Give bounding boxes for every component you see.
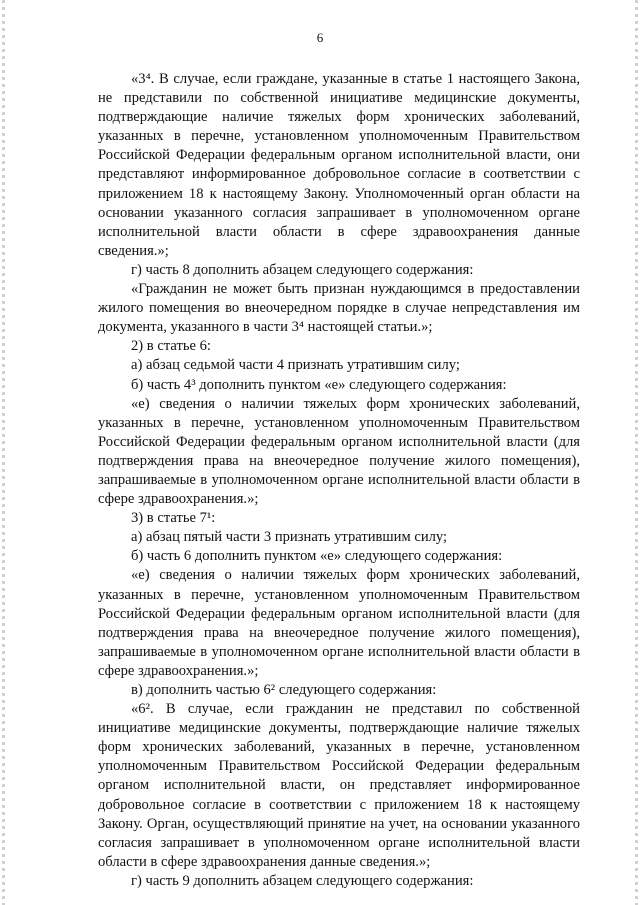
paragraph-clause-3-4: «3⁴. В случае, если граждане, указанные в статье 1 настоящего Закона, не представили по собственной инициативе медицинские документы, подтверждающие наличие тяжелых форм хронических заболеваний, указанных в перечне, установленном уполномоченным Правительством Российской Федерации федеральным органом исполнительной власти, они представляют информированное добровольное согласие в соответствии с приложением 18 к настоящему Закону. Уполномоченный орган области на основании указанного согласия запрашивает в уполномоченном органе исполнительной власти области в сфере здравоохранения данные сведения.»; <box>98 71 580 259</box>
paragraph-item-b-part-4-3: б) часть 4³ дополнить пунктом «е» следующего содержания: <box>131 376 507 393</box>
paragraph-item-g-part-8: г) часть 8 дополнить абзацем следующего содержания: <box>131 261 474 278</box>
paragraph-item-b-part-6: б) часть 6 дополнить пунктом «е» следующего содержания: <box>131 548 503 565</box>
paragraph-clause-6-2: «6². В случае, если гражданин не представил по собственной инициативе медицинские документы, подтверждающие наличие тяжелых форм хронических заболеваний, указанных в перечне, установленном уполномоченным Правительством Российской Федерации федеральным органом исполнительной власти, он представляет информированное добровольное согласие в соответствии с приложением 18 к настоящему Закону. Орган, осуществляющий принятие на учет, на основании указанного согласия запрашивает в уполномоченном органе исполнительной власти области в сфере здравоохранения данные сведения.»; <box>98 701 580 870</box>
paragraph-quote-e-second: «е) сведения о наличии тяжелых форм хронических заболеваний, указанных в перечне, установленном уполномоченным Правительством Российской Федерации федеральным органом исполнительной власти (для подтверждения права на внеочередное получение жилого помещения), запрашиваемые в уполномоченном органе исполнительной власти области в сфере здравоохранения.»; <box>98 567 580 679</box>
paragraph-item-v-part-6-2: в) дополнить частью 6² следующего содержания: <box>131 682 437 698</box>
paragraph-quote-citizen: «Гражданин не может быть признан нуждающимся в предоставлении жилого помещения во внеочередном порядке в случае непредставления им документа, указанного в части 3⁴ настоящей статьи.»; <box>98 281 580 336</box>
paragraph-item-a-part-4: а) абзац седьмой части 4 признать утратившим силу; <box>131 357 460 374</box>
paragraph-item-2-article-6: 2) в статье 6: <box>131 338 211 355</box>
page-number: 6 <box>316 30 324 45</box>
paragraph-item-a-part-3: а) абзац пятый части 3 признать утратившим силу; <box>131 529 448 546</box>
document-body <box>98 70 580 891</box>
paragraph-item-3-article-7-1: 3) в статье 7¹: <box>131 510 216 527</box>
paragraph-quote-e-first: «е) сведения о наличии тяжелых форм хронических заболеваний, указанных в перечне, установленном уполномоченным Правительством Российской Федерации федеральным органом исполнительной власти (для подтверждения права на внеочередное получение жилого помещения), запрашиваемые в уполномоченном органе исполнительной власти области в сфере здравоохранения.»; <box>98 395 580 508</box>
paragraph-item-g-part-9: г) часть 9 дополнить абзацем следующего содержания: <box>131 872 474 889</box>
